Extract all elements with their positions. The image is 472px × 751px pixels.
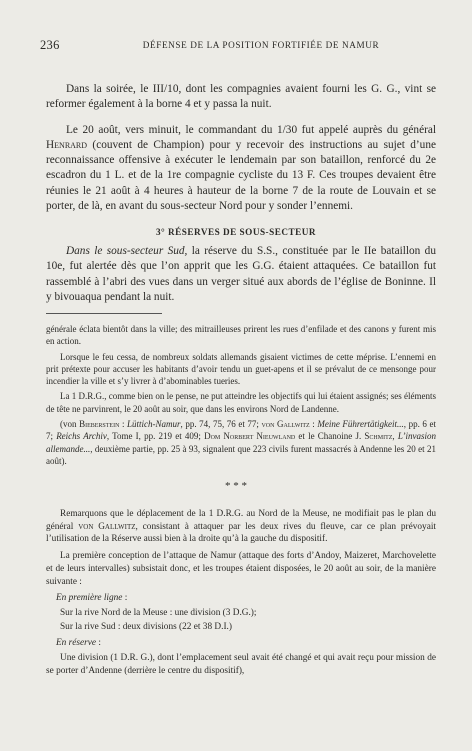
text-fragment: (von xyxy=(60,419,80,430)
remarks-paragraph xyxy=(46,508,436,546)
text-fragment: et le Chanoine xyxy=(295,431,356,442)
asterism-glyphs: * * * xyxy=(225,480,247,492)
page-number: 236 xyxy=(40,38,60,52)
footnote-rule xyxy=(46,313,162,314)
footnote-paragraph: La 1 D.R.G., comme bien on le pense, ne put atteindre les objectifs qui lui étaient assignés; ses éléments de tête ne parvinrent, le 20 août au soir, que dans les environs Nord de Landenne. xyxy=(46,391,436,414)
main-text xyxy=(46,82,436,214)
section-heading: 3° RÉSERVES DE SOUS-SECTEUR xyxy=(155,227,317,237)
work-title: Meine Führertätigkeit... xyxy=(317,419,404,430)
person-name: von Gallwitz xyxy=(78,521,136,532)
text-fragment: Le 20 août, vers minuit, le commandant du 1/30 fut appelé auprès du général xyxy=(66,123,436,136)
text-fragment: , consistant à attaquer par les deux rives du fleuve, car ce plan prévoyait l’utilisation de la Réserve aussi bien à la droite qu’à la gauche du dispositif. xyxy=(46,521,436,545)
subheading-first-line xyxy=(46,592,436,605)
person-name: Henrard xyxy=(46,138,88,151)
remarks-paragraph: La première conception de l’attaque de Namur (attaque des forts d’Andoy, Maizeret, Marchovelette et de leurs intervalles) subsistait donc, et les troupes étaient disposées, le 20 août au soir, de la manière suivante : xyxy=(46,551,436,587)
lead-phrase: Dans le sous-secteur Sud, xyxy=(66,245,188,257)
author-name: Bieberstein xyxy=(79,419,120,430)
text-fragment: : xyxy=(122,593,128,604)
work-title: Reichs Archiv xyxy=(56,431,107,442)
paragraph-reserves xyxy=(46,244,436,305)
text-fragment: : xyxy=(96,638,101,649)
asterism xyxy=(0,482,472,504)
text-fragment: , Tome I, pp. 219 et 409; xyxy=(106,431,205,442)
subheading-text: En première ligne xyxy=(56,593,123,604)
south-bank-line: Sur la rive Sud : deux divisions (22 et 38 D.I.) xyxy=(60,621,232,632)
remarks-section xyxy=(46,508,436,681)
text-fragment: , pp. 6 et 7; xyxy=(46,419,436,442)
footnote-paragraph: générale éclata bientôt dans la ville; des mitrailleuses prirent les rues d’enfilade et des canons y furent mis en action. xyxy=(46,324,436,347)
page-header xyxy=(40,38,442,54)
text-fragment: (couvent de Champion) pour y recevoir des instructions au sujet d’une reconnaissance offensive à exécuter le lendemain par son bataillon, renforcé du 2e escadron du 1 L. et de la 1re compagnie cycliste du 13 F. Ces troupes devaient être réunies le 21 août à 4 heures à hauteur de la borne 7 de la route de Louvain et se porter, de là, en avant du sous-secteur Nord pour y sonder l’ennemi. xyxy=(46,138,436,213)
text-fragment: , deuxième partie, pp. 25 à 93, signalent que 223 civils furent massacrés à Andenne les 20 et 21 août). xyxy=(46,443,436,466)
text-fragment: , pp. 74, 75, 76 et 77; xyxy=(180,419,262,430)
reserve-paragraph: Une division (1 D.R. G.), dont l’emplacement seul avait été changé et qui avait reçu pour mission de se porter d’Andenne (derrière le centre du dispositif), xyxy=(46,653,436,676)
author-name: von Gallwitz xyxy=(261,419,310,430)
subheading-reserve xyxy=(46,637,436,650)
work-title: Lüttich-Namur xyxy=(127,419,181,430)
footnote-sources: (von Bieberstein : Lüttich-Namur, pp. 74, 75, 76 et 77; von Gallwitz : Meine Führertätigkeit..., pp. 6 et 7; Reichs Archiv, Tome I, pp. 219 et 409; Dom Norbert Nieuwland et le Chanoine J. Schmitz, L’invasion allemande..., deuxième partie, pp. 25 à 93, signalent que 223 civils furent massacrés à Andenne les 20 et 21 août). xyxy=(46,419,437,466)
text-fragment: Remarquons que le déplacement de la 1 D.R.G. au Nord de la Meuse, ne modifiait pas le plan du général xyxy=(46,509,436,532)
text-fragment: la réserve du S.S., constituée par le IIe bataillon du 10e, fut alertée dès que l’on apprit que les G.G. étaient attaquées. Ce bataillon fut rassemblé à l’abri des vues dans un verger situé aux abords de l’église de Boninne. Il y bivouaqua pendant la nuit. xyxy=(46,245,436,303)
running-head: DÉFENSE DE LA POSITION FORTIFIÉE DE NAMUR xyxy=(142,40,380,50)
paragraph-evening: Dans la soirée, le III/10, dont les compagnies avaient fourni les G. G., vint se reformer également à la borne 4 et y passa la nuit. xyxy=(46,83,436,111)
footnotes xyxy=(46,323,436,470)
footnote-paragraph: Lorsque le feu cessa, de nombreux soldats allemands gisaient victimes de cette méprise. L’ennemi en prit prétexte pour accuser les habitants d’avoir tendu un guet-apens et il se prévalut de ce mensonge pour incendier la ville et s’y livrer à d’abominables tueries. xyxy=(46,351,436,387)
author-name: Dom Norbert Nieuwland xyxy=(204,431,296,442)
subheading-text: En réserve xyxy=(56,638,97,649)
author-name: J. Schmitz xyxy=(355,431,393,442)
work-title: L’invasion allemande... xyxy=(46,431,437,454)
paragraph-reconnaissance xyxy=(46,123,436,215)
north-bank-line: Sur la rive Nord de la Meuse : une division (3 D.G.); xyxy=(60,607,257,618)
